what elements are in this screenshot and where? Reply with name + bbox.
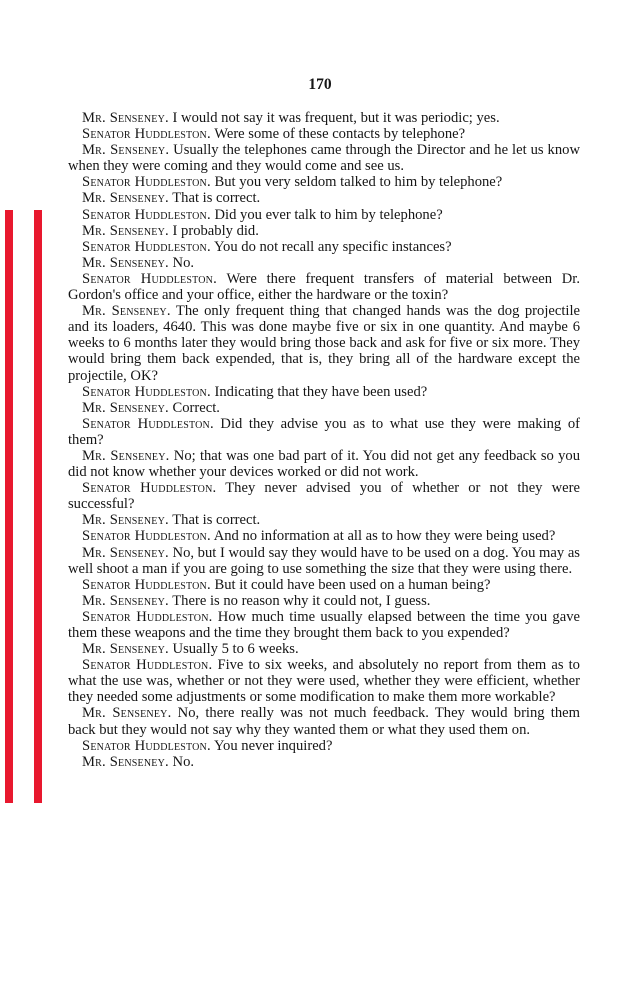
speaker-name: Senator Huddleston.: [82, 415, 214, 432]
margin-mark-left: [5, 210, 13, 803]
speaker-name: Senator Huddleston.: [82, 238, 211, 255]
speech-text: How much time usually elapsed between the time you gave them these weapons and the time they brought them back to you expended?: [68, 608, 580, 641]
dialogue-paragraph: [68, 126, 580, 142]
speech-text: You never inquired?: [213, 737, 333, 754]
speaker-name: Senator Huddleston.: [82, 126, 211, 143]
dialogue-paragraph: [68, 705, 580, 737]
speaker-name: Senator Huddleston.: [82, 657, 213, 674]
speech-text: No; that was one bad part of it. You did not get any feedback so you did not know whether your devices worked or did not work.: [68, 447, 580, 481]
dialogue-paragraph: [68, 512, 580, 528]
speech-text: I probably did.: [172, 222, 259, 239]
margin-mark-right: [34, 210, 42, 803]
speaker-name: Senator Huddleston.: [82, 270, 217, 287]
speech-text: And no information at all as to how they were being used?: [213, 528, 556, 545]
dialogue-paragraph: [68, 657, 580, 705]
dialogue-paragraph: [68, 110, 580, 126]
dialogue-paragraph: [68, 448, 580, 480]
speech-text: But you very seldom talked to him by telephone?: [214, 174, 503, 191]
speaker-name: Mr. Senseney.: [82, 222, 169, 239]
page-cut-off: [0, 943, 640, 986]
dialogue-paragraph: [68, 416, 580, 448]
speaker-name: Mr. Senseney.: [82, 399, 169, 416]
speaker-name: Senator Huddleston.: [82, 383, 211, 400]
speech-text: Were some of these contacts by telephone?: [214, 126, 466, 143]
dialogue-paragraph: [68, 190, 580, 206]
dialogue-paragraph: [68, 754, 580, 770]
page-number: 170: [308, 76, 332, 93]
speaker-name: Mr. Senseney.: [82, 142, 170, 159]
speaker-name: Mr. Senseney.: [82, 254, 169, 271]
dialogue-paragraph: [68, 239, 580, 255]
speaker-name: Mr. Senseney.: [82, 303, 171, 320]
speaker-name: Mr. Senseney.: [82, 110, 169, 126]
dialogue-paragraph: [68, 641, 580, 657]
speaker-name: Senator Huddleston.: [82, 608, 213, 625]
speaker-name: Mr. Senseney.: [82, 447, 170, 464]
speech-text: Indicating that they have been used?: [214, 383, 428, 400]
dialogue-paragraph: [68, 577, 580, 593]
speech-text: Did they advise you as to what use they were making of them?: [68, 415, 580, 448]
speaker-name: Mr. Senseney.: [82, 190, 169, 207]
speech-text: They never advised you of whether or not they were successful?: [68, 480, 580, 513]
speech-text: That is correct.: [172, 190, 261, 207]
speaker-name: Mr. Senseney.: [82, 512, 169, 529]
speaker-name: Senator Huddleston.: [82, 528, 211, 545]
speaker-name: Senator Huddleston.: [82, 737, 211, 754]
speech-text: No, there really was not much feedback. They would bring them back but they would not say why they wanted them or what they used them on.: [68, 705, 580, 738]
dialogue-paragraph: [68, 609, 580, 641]
dialogue-paragraph: [68, 207, 580, 223]
dialogue-paragraph: [68, 303, 580, 383]
speech-text: Did you ever talk to him by telephone?: [214, 206, 443, 223]
speech-text: No.: [172, 753, 195, 770]
speech-text: The only frequent thing that changed hands was the dog projectile and its loaders, 4640. This was done maybe five or six in one quantity. And maybe 6 weeks to 6 months later they would bring those back and ask for five or six more. They would bring them back expended, that is, they bring all of the hardware except the projectile, OK?: [68, 303, 580, 384]
speaker-name: Mr. Senseney.: [82, 705, 172, 722]
speech-text: Were there frequent transfers of material between Dr. Gordon's office and your office, either the hardware or the toxin?: [68, 270, 580, 304]
speech-text: There is no reason why it could not, I guess.: [172, 592, 431, 609]
speaker-name: Mr. Senseney.: [82, 753, 169, 770]
dialogue-paragraph: [68, 545, 580, 577]
dialogue-paragraph: [68, 593, 580, 609]
speech-text: Usually 5 to 6 weeks.: [172, 641, 299, 658]
speech-text: You do not recall any specific instances?: [213, 238, 452, 255]
speaker-name: Senator Huddleston.: [82, 206, 211, 223]
dialogue-paragraph: [68, 400, 580, 416]
dialogue-paragraph: [68, 384, 580, 400]
speaker-name: Senator Huddleston.: [82, 576, 211, 593]
speech-text: That is correct.: [172, 512, 261, 529]
speech-text: I would not say it was frequent, but it was periodic; yes.: [172, 110, 500, 126]
speech-text: Correct.: [172, 399, 220, 416]
speaker-name: Mr. Senseney.: [82, 641, 169, 658]
dialogue-paragraph: [68, 738, 580, 754]
speech-text: Usually the telephones came through the Director and he let us know when they were coming and they would come and see us.: [68, 142, 580, 175]
dialogue-paragraph: [68, 255, 580, 271]
speech-text: No, but I would say they would have to be used on a dog. You may as well shoot a man if you are going to use something the size that they were using there.: [68, 544, 580, 577]
speaker-name: Senator Huddleston.: [82, 480, 217, 497]
dialogue-paragraph: [68, 528, 580, 544]
dialogue-paragraph: [68, 174, 580, 190]
speech-text: No.: [172, 254, 195, 271]
dialogue-paragraph: [68, 223, 580, 239]
speaker-name: Mr. Senseney.: [82, 544, 169, 561]
dialogue-paragraph: [68, 480, 580, 512]
transcript-body: [68, 110, 580, 770]
dialogue-paragraph: [68, 271, 580, 303]
speaker-name: Mr. Senseney.: [82, 592, 169, 609]
speech-text: But it could have been used on a human being?: [214, 576, 491, 593]
speech-text: Five to six weeks, and absolutely no report from them as to what the use was, whether or not they were used, whether they were efficient, whether they needed some adjustments or some modification to make them more workable?: [68, 657, 580, 706]
speaker-name: Senator Huddleston.: [82, 174, 211, 191]
dialogue-paragraph: [68, 142, 580, 174]
